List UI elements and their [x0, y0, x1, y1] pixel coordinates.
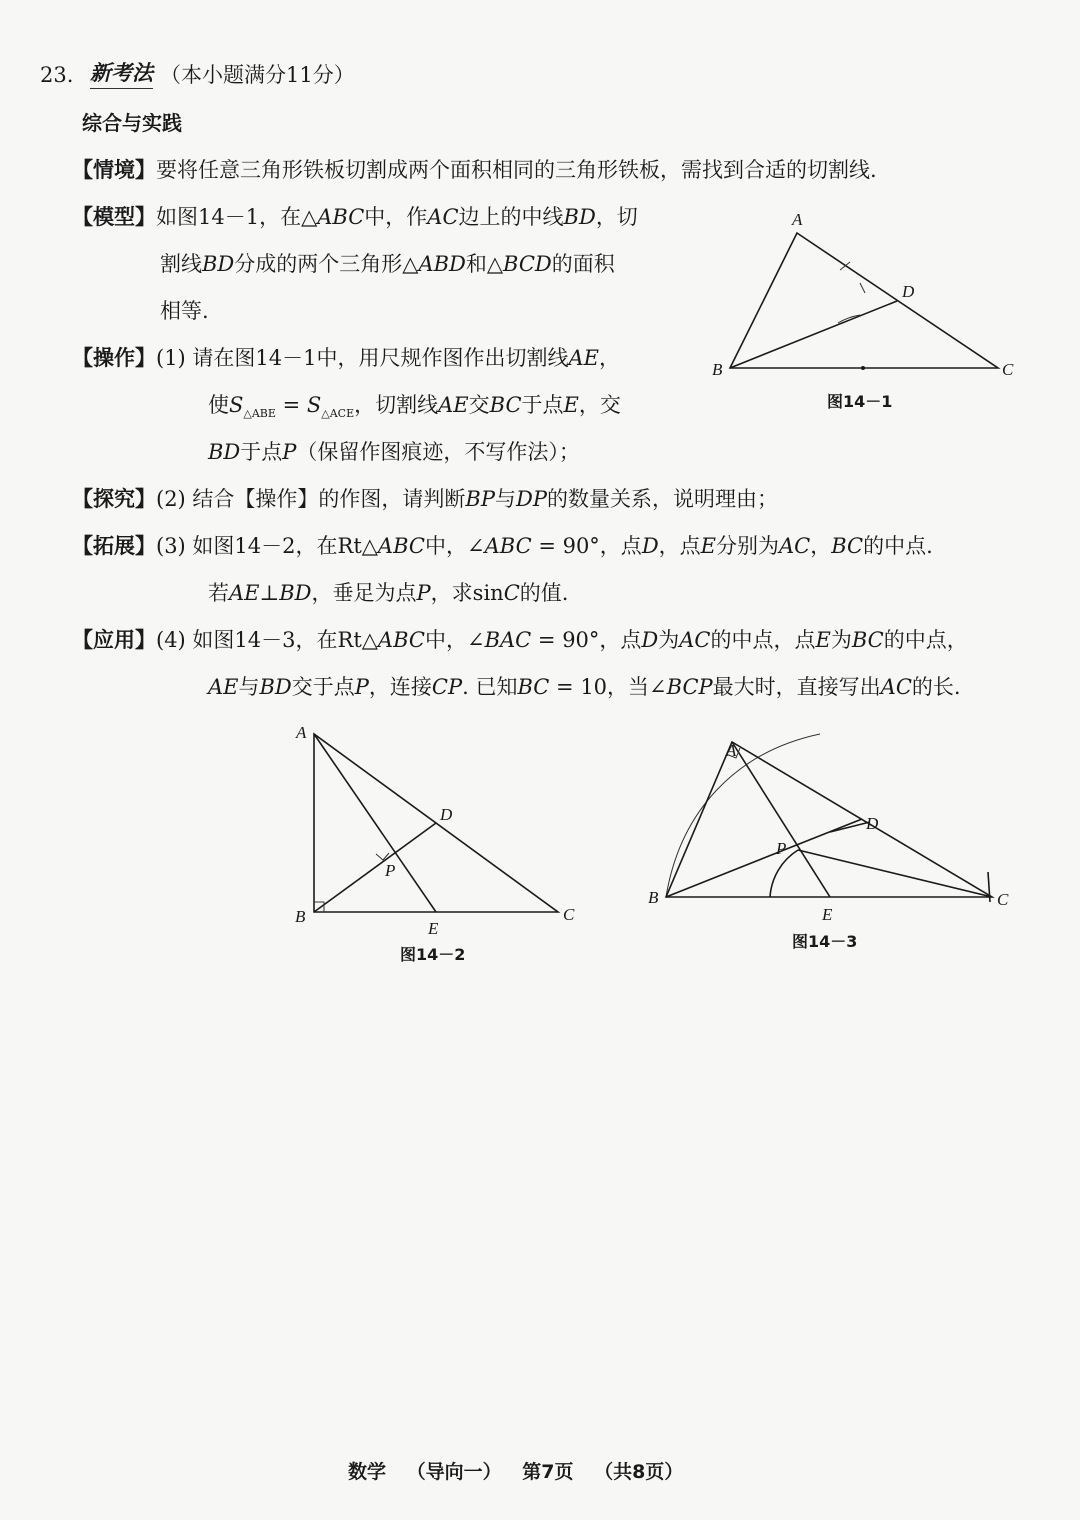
fig1-triangle	[730, 233, 998, 368]
operation-line-1: 【操作】(1) 请在图14－1中，用尺规作图作出切割线AE，	[72, 345, 621, 370]
fig3-label-b: B	[648, 888, 659, 907]
situation-paragraph	[72, 155, 877, 185]
fig3-label-a: A	[726, 741, 737, 760]
fig3-segment-cp	[798, 850, 992, 897]
figure-14-2	[290, 722, 590, 972]
fig3-caption: 图14－3	[792, 932, 858, 951]
extend-line-1: 【拓展】(3) 如图14－2，在Rt△ABC中，∠ABC = 90°，点D，点E分别为AC，BC的中点.	[72, 533, 933, 558]
apply-label: 【应用】	[72, 627, 156, 652]
section-title: 综合与实践	[82, 111, 182, 135]
fig2-label-a: A	[296, 723, 307, 742]
fig1-construction-arc	[838, 315, 860, 323]
extend-label: 【拓展】	[72, 533, 156, 558]
model-line-3: 相等.	[160, 299, 209, 323]
fig2-label-d: D	[440, 805, 453, 824]
question-tag: 新考法	[90, 58, 153, 89]
page-footer	[348, 1457, 683, 1484]
fig3-triangle	[666, 742, 992, 897]
footer-paper: （导向一）	[406, 1461, 502, 1483]
situation-text: 要将任意三角形铁板切割成两个面积相同的三角形铁板，需找到合适的切割线.	[156, 158, 877, 182]
score-note: （本小题满分11分）	[160, 63, 355, 87]
fig2-segment-ae	[314, 734, 436, 912]
fig2-segment-bd	[314, 823, 436, 912]
fig2-label-c: C	[563, 905, 575, 924]
fig1-caption: 图14－1	[827, 392, 893, 411]
operation-line-3: BD于点P（保留作图痕迹，不写作法）；	[208, 440, 580, 464]
fig2-label-e: E	[428, 919, 439, 938]
fig1-label-a: A	[792, 210, 803, 229]
apply-line-2: AE与BD交于点P，连接CP. 已知BC = 10，当∠BCP最大时，直接写出AC的长.	[208, 675, 961, 699]
model-label: 【模型】	[72, 204, 156, 229]
fig1-label-d: D	[902, 282, 915, 301]
model-line-1: 【模型】如图14－1，在△ABC中，作AC边上的中线BD，切	[72, 204, 638, 229]
fig3-label-d: D	[866, 814, 879, 833]
fig1-midpoint-dot	[861, 366, 865, 370]
fig3-label-p: P	[776, 839, 787, 858]
footer-subject: 数学	[348, 1461, 387, 1483]
fig1-label-c: C	[1002, 360, 1014, 379]
fig1-label-b: B	[712, 360, 723, 379]
fig3-label-e: E	[822, 905, 833, 924]
fig3-label-c: C	[997, 890, 1009, 909]
explore-line: 【探究】(2) 结合【操作】的作图，请判断BP与DP的数量关系，说明理由；	[72, 486, 778, 511]
model-line-2: 割线BD分成的两个三角形△ABD和△BCD的面积	[160, 252, 615, 276]
operation-line-2: 使$S_{\triangle ABE} = S_{\triangle ACE}$，切割线AE交BC于点E，交	[208, 393, 621, 420]
fig2-caption: 图14－2	[400, 945, 466, 964]
question-number: 23.	[40, 63, 74, 87]
figure-14-3	[640, 722, 1040, 962]
extend-line-2: 若AE⊥BD，垂足为点P，求sinC的值.	[208, 581, 569, 605]
explore-label: 【探究】	[72, 486, 156, 511]
figure-14-1	[700, 205, 1030, 420]
fig1-tick-dc	[860, 283, 865, 293]
fig1-median-bd	[730, 301, 897, 368]
footer-total: （共8页）	[594, 1461, 684, 1483]
apply-line-1: 【应用】(4) 如图14－3，在Rt△ABC中，∠BAC = 90°，点D为AC的中点，点E为BC的中点，	[72, 627, 968, 652]
footer-page: 第7页	[522, 1461, 574, 1483]
situation-label: 【情境】	[72, 157, 156, 182]
fig3-segment-ae	[732, 742, 830, 897]
fig2-label-p: P	[385, 861, 396, 880]
fig2-label-b: B	[295, 907, 306, 926]
operation-label: 【操作】	[72, 345, 156, 370]
